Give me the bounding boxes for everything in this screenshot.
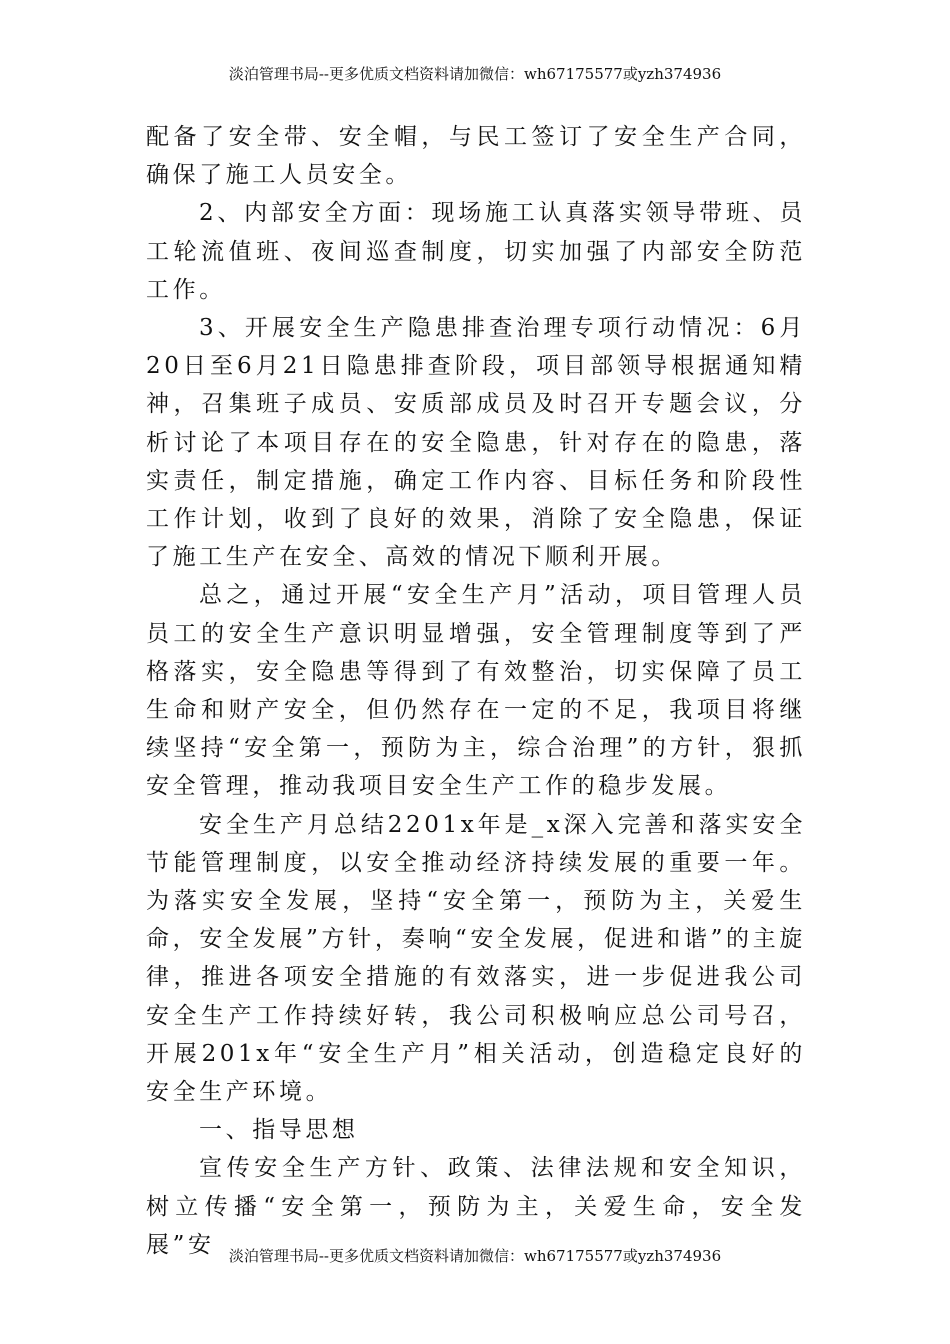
paragraph-publicity: 宣传安全生产方针、政策、法律法规和安全知识，树立传播“安全第一，预防为主，关爱生命，安全发展”安 [146,1155,806,1258]
paragraph-safety-month: 安全生产月总结2201x年是_x深入完善和落实安全节能管理制度，以安全推动经济持续发展的重要一年。为落实安全发展，坚持“安全第一，预防为主，关爱生命，安全发展”方针，奏响“安全发展，促进和谐”的主旋律，推进各项安全措施的有效落实，进一步促进我公司安全生产工作持续好转，我公司积极响应总公司号召，开展201x年“安全生产月”相关活动，创造稳定良好的安全生产环境。 [146,811,806,1106]
paragraph-continuation: 配备了安全带、安全帽，与民工签订了安全生产合同，确保了施工人员安全。 [146,124,806,189]
paragraph-summary: 总之，通过开展“安全生产月”活动，项目管理人员员工的安全生产意识明显增强，安全管理制度等到了严格落实，安全隐患等得到了有效整治，切实保障了员工生命和财产安全，但仍然存在一定的不足，我项目将继续坚持“安全第一，预防为主，综合治理”的方针，狠抓安全管理，推动我项目安全生产工作的稳步发展。 [146,582,806,800]
page-footer: 淡泊管理书局--更多优质文档资料请加微信：wh67175577或yzh374936 [228,1247,722,1265]
paragraph-hazard-inspection: 3、开展安全生产隐患排查治理专项行动情况：6月20日至6月21日隐患排查阶段，项目部领导根据通知精神，召集班子成员、安质部成员及时召开专题会议，分析讨论了本项目存在的安全隐患，针对存在的隐患，落实责任，制定措施，确定工作内容、目标任务和阶段性工作计划，收到了良好的效果，消除了安全隐患，保证了施工生产在安全、高效的情况下顺利开展。 [146,315,806,571]
section-heading-guiding-ideology: 一、指导思想 [199,1117,359,1144]
document-body [146,118,806,1264]
paragraph-internal-safety: 2、内部安全方面：现场施工认真落实领导带班、员工轮流值班、夜间巡查制度，切实加强了内部安全防范工作。 [146,200,806,303]
page-header: 淡泊管理书局--更多优质文档资料请加微信：wh67175577或yzh374936 [228,65,722,83]
